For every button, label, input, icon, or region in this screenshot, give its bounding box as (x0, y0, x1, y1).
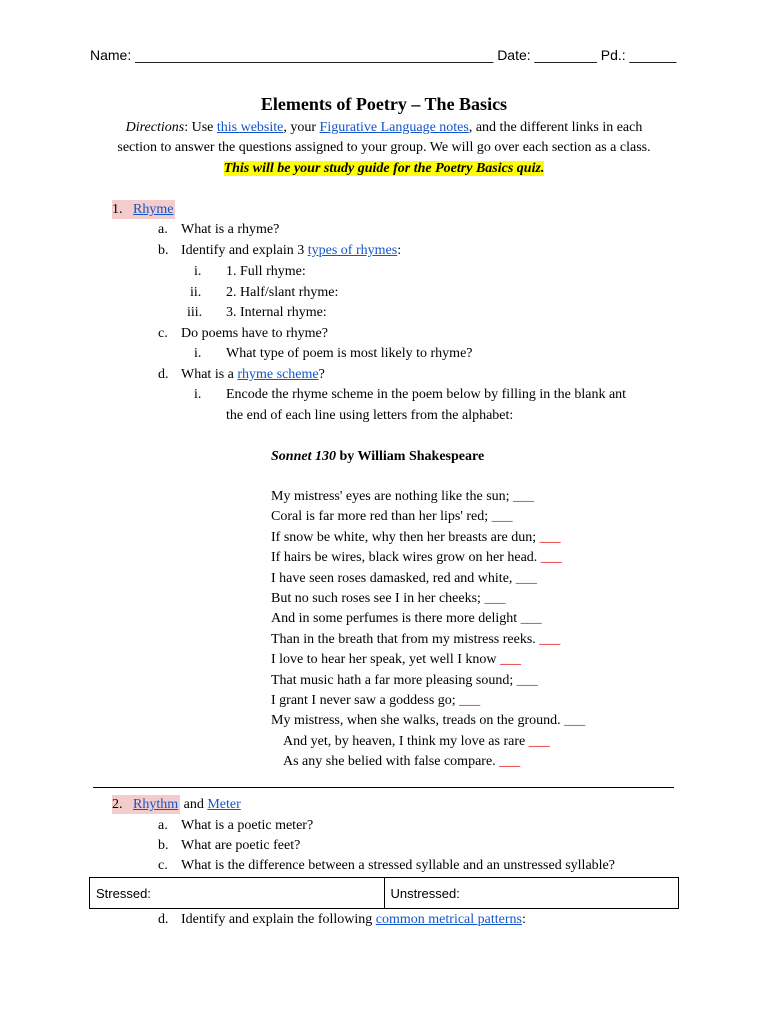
list-marker: c. (158, 326, 168, 341)
list-marker: b. (158, 838, 169, 853)
rhyme-blank[interactable]: ___ (484, 591, 506, 606)
question-1c: Do poems have to rhyme? (181, 326, 328, 341)
question-1b-i: 1. Full rhyme: (226, 264, 306, 279)
poem-line: And yet, by heaven, I think my love as rare ___ (283, 734, 550, 749)
poem-line: As any she belied with false compare. ___ (283, 754, 521, 769)
meter-link[interactable]: Meter (207, 797, 241, 812)
unstressed-cell[interactable]: Unstressed: (384, 878, 679, 909)
rhyme-blank[interactable]: ___ (513, 489, 535, 504)
question-1a: What is a rhyme? (181, 222, 280, 237)
question-1b: Identify and explain 3 types of rhymes: (181, 243, 402, 258)
stressed-cell[interactable]: Stressed: (90, 878, 385, 909)
section-1-number: 1. (112, 202, 123, 217)
poem-line: And in some perfumes is there more delight ___ (271, 611, 542, 626)
rhyme-blank[interactable]: ___ (499, 754, 521, 769)
period-label: Pd.: (600, 47, 626, 63)
poem-line: My mistress, when she walks, treads on the ground. ___ (271, 713, 586, 728)
header-line (90, 47, 676, 63)
question-1d-i-line-1: Encode the rhyme scheme in the poem below by filling in the blank ant (226, 387, 627, 402)
rhyme-blank[interactable]: ___ (499, 652, 521, 667)
rhyme-blank[interactable]: ___ (539, 632, 561, 647)
date-field[interactable]: ________ (534, 47, 597, 63)
rhyme-blank[interactable]: ___ (564, 713, 586, 728)
study-guide-highlight: This will be your study guide for the Poetry Basics quiz. (223, 161, 545, 176)
name-field[interactable]: ______________________________________________ (135, 47, 494, 63)
rhyme-blank[interactable]: ___ (540, 550, 562, 565)
poem-line: My mistress' eyes are nothing like the sun; ___ (271, 489, 535, 504)
rhyme-link[interactable]: Rhyme (133, 202, 174, 217)
figurative-language-notes-link[interactable]: Figurative Language notes (319, 120, 469, 135)
section-divider (93, 787, 674, 788)
list-marker: a. (158, 818, 168, 833)
rhyme-blank[interactable]: ___ (520, 611, 542, 626)
rhyme-blank[interactable]: ___ (459, 693, 481, 708)
question-1c-i: What type of poem is most likely to rhyme? (226, 346, 473, 361)
poem-line: That music hath a far more pleasing sound; ___ (271, 673, 538, 688)
question-1b-iii: 3. Internal rhyme: (226, 305, 327, 320)
poem-line: If snow be white, why then her breasts are dun; ___ (271, 530, 561, 545)
rhythm-link[interactable]: Rhythm (133, 797, 179, 812)
list-marker: b. (158, 243, 169, 258)
directions-label: Directions (125, 120, 185, 135)
rhyme-scheme-link[interactable]: rhyme scheme (237, 367, 319, 382)
types-of-rhymes-link[interactable]: types of rhymes (307, 243, 398, 258)
section-2-number: 2. (112, 797, 123, 812)
list-marker: i. (194, 346, 202, 361)
question-2b: What are poetic feet? (181, 838, 301, 853)
list-marker: c. (158, 858, 168, 873)
page-title: Elements of Poetry – The Basics (260, 94, 508, 114)
rhyme-blank[interactable]: ___ (491, 509, 513, 524)
question-2a: What is a poetic meter? (181, 818, 314, 833)
rhyme-blank[interactable]: ___ (515, 571, 537, 586)
list-marker: a. (158, 222, 168, 237)
list-marker: d. (158, 367, 169, 382)
question-2d: Identify and explain the following common metrical patterns: (181, 912, 526, 927)
question-2c: What is the difference between a stressed syllable and an unstressed syllable? (181, 858, 615, 873)
list-marker: ii. (190, 285, 202, 300)
poem-line: I grant I never saw a goddess go; ___ (271, 693, 481, 708)
poem-title: Sonnet 130 by William Shakespeare (271, 449, 485, 464)
directions-line-1: Directions: Use this website, your Figurative Language notes, and the different links in each (125, 120, 643, 135)
directions-line-2: section to answer the questions assigned to your group. We will go over each section as a class. (117, 140, 651, 155)
list-marker: d. (158, 912, 169, 927)
common-metrical-patterns-link[interactable]: common metrical patterns (375, 912, 522, 927)
question-1b-ii: 2. Half/slant rhyme: (226, 285, 339, 300)
date-label: Date: (497, 47, 531, 63)
list-marker: i. (194, 387, 202, 402)
poem-line: I have seen roses damasked, red and white, ___ (271, 571, 537, 586)
poem-line: I love to hear her speak, yet well I know ___ (271, 652, 521, 667)
study-guide-note (0, 161, 768, 177)
this-website-link[interactable]: this website (216, 120, 284, 135)
question-1d-i-line-2: the end of each line using letters from the alphabet: (226, 408, 514, 423)
section-2-heading: 2. Rhythm and Meter (112, 797, 241, 812)
list-marker: i. (194, 264, 202, 279)
rhyme-blank[interactable]: ___ (528, 734, 550, 749)
section-1-heading (112, 202, 175, 218)
stressed-unstressed-table (89, 877, 679, 909)
poem-line: Than in the breath that from my mistress reeks. ___ (271, 632, 561, 647)
rhyme-blank[interactable]: ___ (539, 530, 561, 545)
period-field[interactable]: ______ (629, 47, 677, 63)
name-label: Name: (90, 47, 132, 63)
poem-line: But no such roses see I in her cheeks; ___ (271, 591, 506, 606)
poem-line: If hairs be wires, black wires grow on her head. ___ (271, 550, 562, 565)
poem-line: Coral is far more red than her lips' red; ___ (271, 509, 513, 524)
rhyme-blank[interactable]: ___ (516, 673, 538, 688)
question-1d: What is a rhyme scheme? (181, 367, 325, 382)
list-marker: iii. (187, 305, 203, 320)
